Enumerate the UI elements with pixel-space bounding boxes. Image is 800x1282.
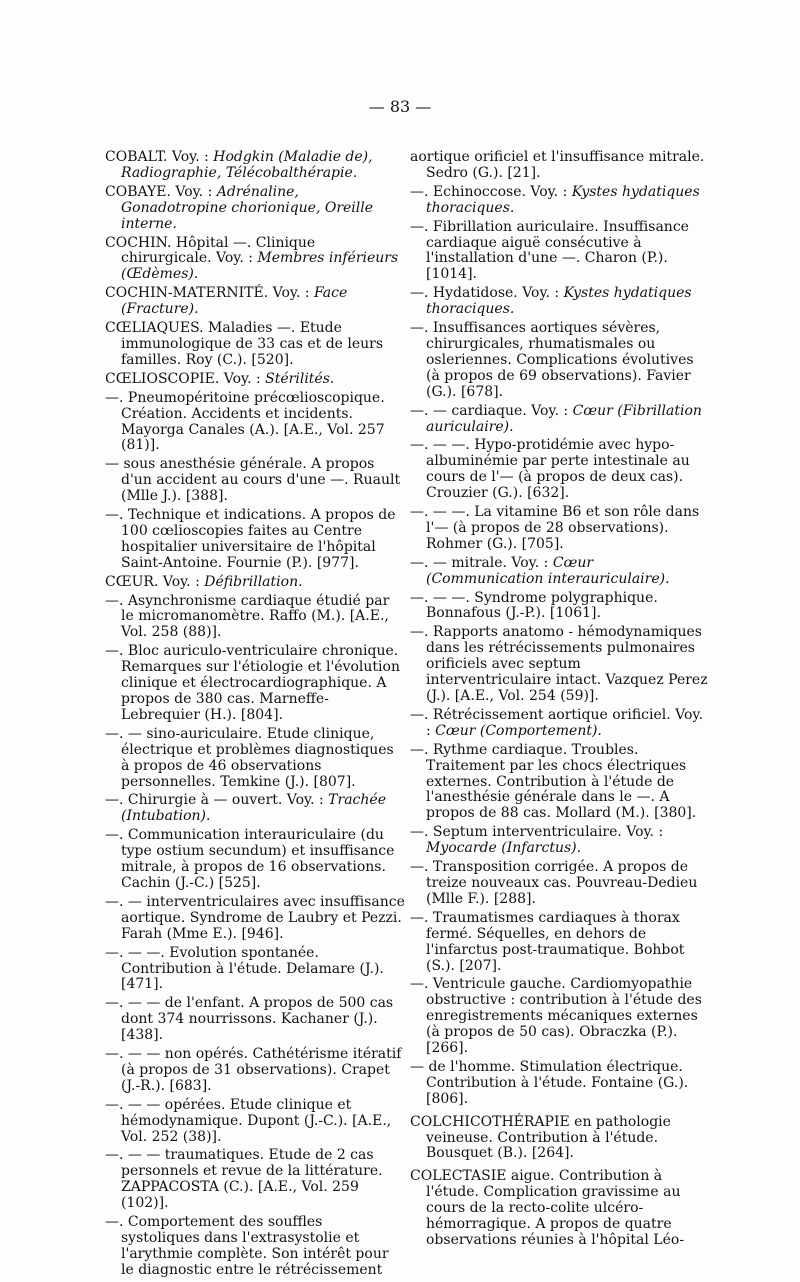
entry-crossref: Face (Fracture). (121, 285, 348, 318)
entry-text: — sous anesthésie générale. A propos d'un accident au cours d'une —. Ruault (Mlle J.). [388]. (105, 456, 401, 505)
entry-text: —. Rapports anatomo - hémodynamiques dans les rétrécissements pulmonaires orificiels avec septum interventriculaire intact. Vazquez Perez (J.). [A.E., Vol. 254 (59)]. (410, 624, 708, 704)
index-entry (105, 150, 405, 182)
entry-text: —. — cardiaque. Voy. : (410, 402, 573, 419)
index-entry (105, 321, 405, 369)
entry-text: —. Echinoccose. Voy. : (410, 183, 572, 200)
entry-text: —. Communication interauriculaire (du type ostium secundum) et insuffisance mitrale, à propos de 16 observations. Cachin (J.-C.) [525]. (105, 827, 395, 891)
index-entry (410, 977, 710, 1057)
index-entry (105, 372, 405, 388)
entry-text: —. Ventricule gauche. Cardiomyopathie obstructive : contribution à l'étude des enregistrements mécaniques externes (à propos de 50 cas). Obraczka (P.). [266]. (410, 976, 702, 1057)
index-entry (105, 644, 405, 724)
entry-text: —. — —. Syndrome polygraphique. Bonnafous (J.-P.). [1061]. (410, 589, 658, 622)
entry-text: —. Rétrécissement aortique orificiel. Voy. : (410, 706, 703, 739)
entry-text: —. Septum interventriculaire. Voy. : (410, 824, 664, 841)
index-entry (105, 594, 405, 642)
entry-text: —. Pneumopéritoine précœlioscopique. Création. Accidents et incidents. Mayorga Canales (A.). [A.E., Vol. 257 (81)]. (105, 389, 385, 454)
entry-text: —. — —. Evolution spontanée. Contribution à l'étude. Delamare (J.). [471]. (105, 944, 384, 993)
entry-text: —. Bloc auriculo-ventriculaire chronique. Remarques sur l'étiologie et l'évolution clinique et électrocardiographique. A propos de 380 cas. Marneffe-Lebrequier (H.). [804]. (105, 643, 400, 723)
entry-text: —. Fibrillation auriculaire. Insuffisance cardiaque aiguë consécutive à l'installation d'une —. Charon (P.). [1014]. (410, 218, 689, 283)
index-entry (105, 457, 405, 505)
index-entry (105, 946, 405, 994)
entry-text: aortique orificiel et l'insuffisance mitrale. Sedro (G.). [21]. (410, 149, 705, 181)
entry-text: CŒLIOSCOPIE. Voy. : (105, 370, 266, 387)
entry-text: —. — mitrale. Voy. : (410, 554, 553, 571)
index-entry (410, 860, 710, 908)
index-entry (410, 825, 710, 857)
index-entry (410, 150, 710, 182)
index-entry (105, 895, 405, 943)
index-entry (410, 1169, 710, 1249)
index-entry (105, 286, 405, 318)
entry-crossref: Membres inférieurs (Œdèmes). (121, 250, 399, 283)
index-entry (105, 1215, 405, 1279)
index-entry (105, 1148, 405, 1212)
entry-text: COBALT. Voy. : (105, 149, 214, 165)
index-entry (410, 708, 710, 740)
entry-crossref: Hodgkin (Maladie de), Radiographie, Télécobalthérapie. (121, 149, 373, 181)
index-entry (105, 727, 405, 791)
entry-crossref: Kystes hydatiques thoraciques. (426, 183, 700, 216)
entry-text: COLCHICOTHÉRAPIE en pathologie veineuse. Contribution à l'étude. Bousquet (B.). [264]. (410, 1113, 671, 1162)
entry-crossref: Stérilités. (265, 370, 335, 387)
index-entry (410, 625, 710, 705)
right-column (410, 150, 710, 1252)
entry-text: —. — — non opérés. Cathétérisme itératif (à propos de 31 observations). Crapet (J.-R.). [683]. (105, 1046, 402, 1094)
entry-text: —. Technique et indications. A propos de 100 cœlioscopies faites au Centre hospitalier universitaire de l'hôpital Saint-Antoine. Fournie (P.). [977]. (105, 507, 396, 571)
entry-text: —. Insuffisances aortiques sévères, chirurgicales, rhumatismales ou osleriennes. Complications évolutives (à propos de 69 observations). Favier (G.). [678]. (410, 320, 694, 400)
entry-text: —. Chirurgie à — ouvert. Voy. : (105, 792, 329, 809)
entry-text: —. — — traumatiques. Etude de 2 cas personnels et revue de la littérature. ZAPPACOSTA (C.). [A.E., Vol. 259 (102)]. (105, 1147, 383, 1212)
index-entry (410, 286, 710, 318)
entry-text: —. — interventriculaires avec insuffisance aortique. Syndrome de Laubry et Pezzi. Farah (Mme E.). [946]. (105, 893, 405, 942)
index-entry (410, 911, 710, 975)
index-entry (410, 1060, 710, 1108)
index-entry (410, 591, 710, 623)
index-entry (105, 185, 405, 233)
entry-text: CŒUR. Voy. : (105, 573, 205, 590)
entry-text: COCHIN-MATERNITÉ. Voy. : (105, 285, 315, 302)
entry-text: —. Hydatidose. Voy. : (410, 285, 564, 302)
entry-text: —. Transposition corrigée. A propos de treize nouveaux cas. Pouvreau-Dedieu (Mlle F.). [288]. (410, 859, 698, 907)
index-entry (105, 236, 405, 284)
index-entry (410, 438, 710, 502)
index-entry (105, 793, 405, 825)
page-number: — 83 — (368, 97, 432, 116)
index-entry (105, 391, 405, 455)
entry-crossref: Trachée (Intubation). (121, 792, 386, 825)
entry-text: —. Comportement des souffles systoliques dans l'extrasystolie et l'arythmie complète. Son intérêt pour le diagnostic entre le rétrécissement (105, 1214, 389, 1278)
entry-crossref: Kystes hydatiques thoraciques. (426, 285, 692, 318)
entry-text: COBAYE. Voy. : (105, 183, 217, 200)
entry-text: — de l'homme. Stimulation électrique. Contribution à l'étude. Fontaine (G.). [806]. (410, 1058, 689, 1107)
entry-crossref: Myocarde (Infarctus). (426, 840, 582, 857)
entry-text: COCHIN. Hôpital —. Clinique chirurgicale. Voy. : (105, 234, 316, 267)
entry-text: —. — —. Hypo-protidémie avec hypo-albuminémie par perte intestinale au cours de l'— (à propos de deux cas). Crouzier (G.). [632]. (410, 437, 690, 502)
index-entry (410, 404, 710, 436)
index-entry (410, 743, 710, 823)
index-entry (105, 1047, 405, 1095)
index-entry (410, 556, 710, 588)
left-column (105, 150, 405, 1282)
entry-crossref: Cœur (Fibrillation auriculaire). (426, 402, 702, 435)
index-entry (105, 1098, 405, 1146)
entry-crossref: Cœur (Comportement). (435, 722, 602, 739)
index-entry (410, 185, 710, 217)
entry-text: CŒLIAQUES. Maladies —. Etude immunologique de 33 cas et de leurs familles. Roy (C.). [520]. (105, 320, 384, 368)
entry-text: —. Rythme cardiaque. Troubles. Traitement par les chocs électriques externes. Contribution à l'étude de l'anesthésie générale dans le —. A propos de 88 cas. Mollard (M.). [380]. (410, 741, 697, 822)
entry-text: COLECTASIE aigue. Contribution à l'étude. Complication gravissime au cours de la recto-colite ulcéro-hémorragique. A propos de quatre observations réunies à l'hôpital Léo- (410, 1168, 685, 1248)
entry-text: —. — — opérées. Etude clinique et hémodynamique. Dupont (J.-C.). [A.E., Vol. 252 (38)]. (105, 1096, 392, 1145)
index-entry (410, 321, 710, 401)
entry-crossref: Défibrillation. (204, 573, 303, 590)
entry-crossref: Adrénaline, Gonadotropine chorionique, Oreille interne. (121, 183, 374, 232)
index-entry (105, 996, 405, 1044)
index-entry (410, 220, 710, 284)
index-entry (105, 828, 405, 892)
entry-text: —. — — de l'enfant. A propos de 500 cas dont 374 nourrissons. Kachaner (J.). [438]. (105, 995, 394, 1044)
index-entry (105, 508, 405, 572)
entry-text: —. Asynchronisme cardiaque étudié par le micromanomètre. Raffo (M.). [A.E., Vol. 258 (88)]. (105, 592, 390, 641)
entry-crossref: Cœur (Communication interauriculaire). (426, 554, 670, 587)
entry-text: —. — —. La vitamine B6 et son rôle dans l'— (à propos de 28 observations). Rohmer (G.). [705]. (410, 504, 700, 552)
entry-text: —. Traumatismes cardiaques à thorax fermé. Séquelles, en dehors de l'infarctus post-traumatique. Bohbot (S.). [207]. (410, 909, 685, 974)
entry-text: —. — sino-auriculaire. Etude clinique, électrique et problèmes diagnostiques à propos de 46 observations personnelles. Temkine (J.). [807]. (105, 725, 394, 790)
index-entry (410, 1115, 710, 1163)
index-entry (105, 575, 405, 591)
index-entry (410, 505, 710, 553)
